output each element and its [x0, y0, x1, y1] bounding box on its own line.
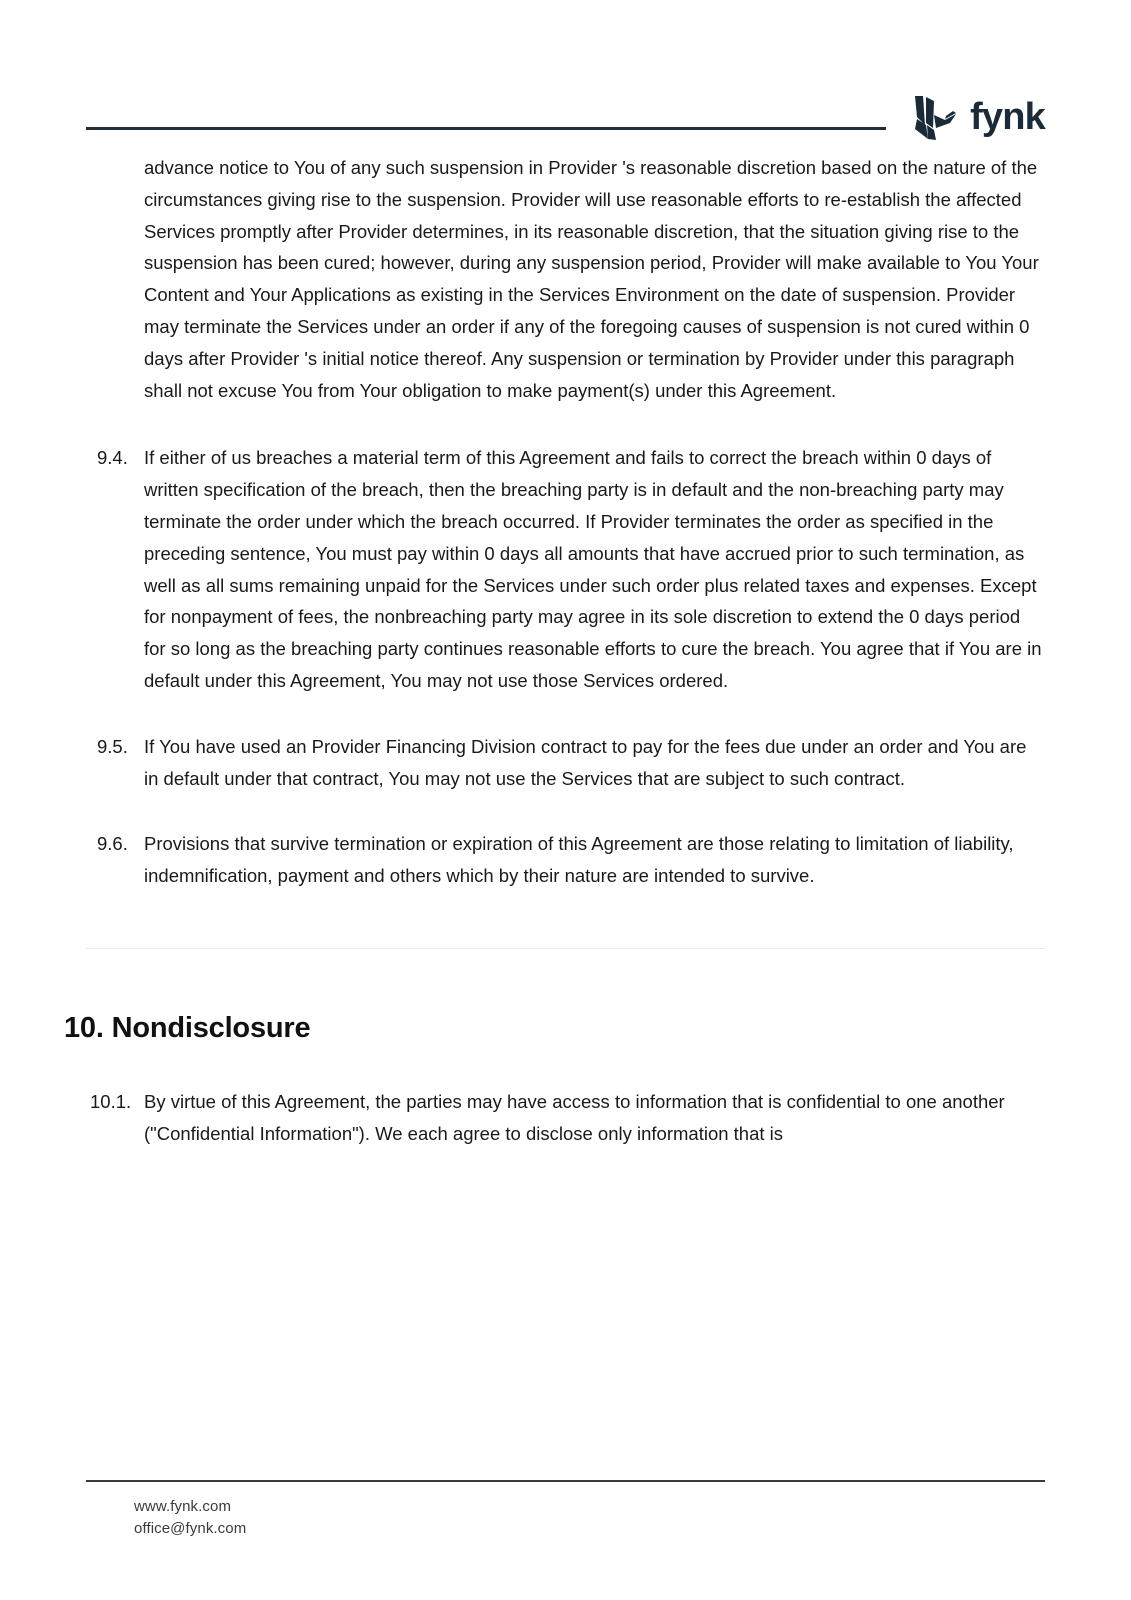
clause-number: 9.6. — [97, 833, 128, 855]
footer-contact-block — [86, 1482, 1045, 1540]
clause-9-4 — [86, 442, 1045, 696]
clause-10-1 — [86, 1086, 1045, 1150]
clause-text: If You have used an Provider Financing Division contract to pay for the fees due under an order and You are in default under that contract, You may not use the Services that are subject to such contract. — [144, 735, 1027, 789]
section-divider — [86, 948, 1045, 949]
section-heading-nondisclosure: 10. Nondisclosure — [64, 1011, 311, 1044]
document-content — [64, 152, 1045, 1183]
footer-website: www.fynk.com — [134, 1498, 232, 1515]
clause-9-6 — [86, 828, 1045, 892]
footer-email: office@fynk.com — [134, 1520, 247, 1537]
clause-text: If either of us breaches a material term of this Agreement and fails to correct the breach within 0 days of written specification of the breach, then the breaching party is in default and the non-breaching party may terminate the order under which the breach occurred. If Provider terminates the order as specified in the preceding sentence, You must pay within 0 days all amounts that have accrued prior to such termination, as well as all sums remaining unpaid for the Services under such order plus related taxes and expenses. Except for nonpayment of fees, the nonbreaching party may agree in its sole discretion to extend the 0 days period for so long as the breaching party continues reasonable efforts to cure the breach. You agree that if You are in default under this Agreement, You may not use those Services ordered. — [144, 447, 1042, 691]
clause-text: Provisions that survive termination or expiration of this Agreement are those relating to limitation of liability, indemnification, payment and others which by their nature are intended to survive. — [144, 833, 1014, 887]
clause-text: By virtue of this Agreement, the parties may have access to information that is confidential to one another ("Confidential Information"). We each agree to disclose only information that is — [144, 1090, 1005, 1144]
page-header — [86, 95, 1045, 155]
fynk-origami-bird-icon — [909, 95, 961, 141]
continued-paragraph: advance notice to You of any such suspension in Provider 's reasonable discretion based on the nature of the circumstances giving rise to the suspension. Provider will use reasonable efforts to re-establish the affected Services promptly after Provider determines, in its reasonable discretion, that the situation giving rise to the suspension has been cured; however, during any suspension period, Provider will make available to You Your Content and Your Applications as existing in the Services Environment on the date of suspension. Provider may terminate the Services under an order if any of the foregoing causes of suspension is not cured within 0 days after Provider 's initial notice thereof. Any suspension or termination by Provider under this paragraph shall not excuse You from Your obligation to make payment(s) under this Agreement. — [144, 157, 1039, 401]
header-divider-rule — [86, 127, 886, 130]
clause-9-5 — [86, 731, 1045, 795]
clause-number: 10.1. — [90, 1090, 132, 1112]
brand-wordmark: fynk — [970, 96, 1045, 138]
brand-logo — [909, 95, 1045, 141]
clause-number: 9.5. — [97, 735, 128, 757]
clause-number: 9.4. — [97, 447, 128, 469]
page-footer — [86, 1480, 1045, 1540]
